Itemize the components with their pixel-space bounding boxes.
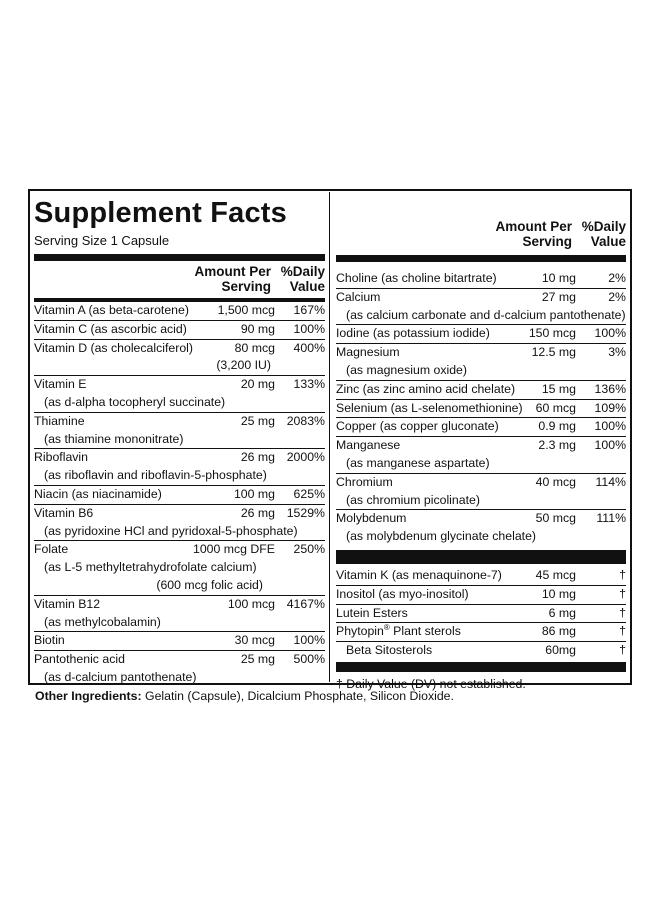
nutrient-row — [34, 651, 325, 687]
nutrient-name — [34, 596, 228, 614]
nutrient-daily-value: 250% — [293, 542, 325, 557]
nutrient-amount: 40 mcg — [535, 474, 576, 489]
nutrient-amount: 6 mg — [548, 605, 576, 620]
nutrient-name-text: Iodine (as potassium iodide) — [336, 326, 490, 341]
nutrient-line — [336, 381, 626, 399]
nutrient-row — [34, 321, 325, 340]
other-ingredients-text: Gelatin (Capsule), Dicalcium Phosphate, Silicon Dioxide. — [141, 689, 454, 703]
nutrient-name-text: Riboflavin — [34, 450, 88, 465]
nutrient-row — [34, 302, 325, 321]
nutrient-name-text: Beta Sitosterols — [346, 643, 433, 658]
other-ingredients-label: Other Ingredients: — [35, 689, 142, 703]
nutrient-daily-value: 133% — [293, 377, 325, 392]
nutrient-daily-value: 625% — [293, 486, 325, 501]
nutrient-source: (as manganese aspartate) — [346, 455, 490, 470]
amount-header-1: Amount Per — [495, 219, 572, 234]
nutrient-row — [336, 400, 626, 419]
column-header — [336, 219, 626, 249]
nutrient-line — [34, 321, 325, 339]
nutrient-daily-value: † — [619, 605, 626, 620]
amount-header-2: Serving — [221, 279, 271, 294]
nutrient-daily-value: 400% — [293, 340, 325, 355]
registered-mark: ® — [383, 623, 390, 633]
nutrient-row — [336, 567, 626, 586]
nutrient-name — [34, 340, 235, 358]
nutrient-row — [336, 605, 626, 624]
nutrient-amount: 100 mg — [233, 486, 275, 501]
nutrient-name-text: Manganese — [336, 438, 401, 453]
nutrient-row — [336, 344, 626, 381]
nutrient-name — [34, 449, 241, 467]
dv-header-1: %Daily — [280, 264, 325, 279]
thick-rule — [34, 254, 325, 261]
nutrient-line — [34, 505, 325, 523]
nutrient-name-text: Pantothenic acid — [34, 652, 125, 667]
nutrient-line — [336, 623, 626, 641]
nutrient-daily-value: 100% — [594, 438, 626, 453]
nutrient-daily-value: † — [619, 624, 626, 639]
nutrient-daily-value: 111% — [596, 511, 626, 526]
nutrient-name — [336, 437, 538, 455]
left-column — [34, 192, 325, 687]
nutrient-name — [34, 505, 241, 523]
nutrient-line — [34, 376, 325, 394]
nutrient-source: (as L-5 methyltetrahydrofolate calcium) — [44, 560, 257, 575]
nutrient-daily-value: † — [619, 643, 626, 658]
nutrient-name-text: Magnesium — [336, 345, 400, 360]
nutrient-name — [336, 270, 542, 288]
left-nutrient-list — [34, 302, 325, 687]
nutrient-daily-value: 114% — [595, 474, 626, 489]
nutrient-daily-value: 109% — [594, 400, 626, 415]
other-ingredient-list — [336, 567, 626, 660]
nutrient-name-text: Inositol (as myo-inositol) — [336, 586, 469, 601]
nutrient-amount: 10 mg — [541, 271, 576, 285]
right-nutrient-list — [336, 270, 626, 546]
nutrient-line — [34, 541, 325, 559]
nutrient-source: (as magnesium oxide) — [346, 362, 467, 377]
nutrient-extra: (3,200 IU) — [216, 358, 271, 373]
nutrient-name-text: Biotin — [34, 633, 65, 648]
nutrient-name-text: Vitamin K (as menaquinone-7) — [336, 567, 502, 582]
nutrient-name — [34, 632, 235, 650]
nutrient-name — [336, 381, 542, 399]
nutrient-name — [34, 486, 234, 504]
nutrient-name — [34, 541, 193, 559]
amount-header-1: Amount Per — [194, 264, 271, 279]
nutrient-name-text: Chromium — [336, 474, 393, 489]
nutrient-extra: (600 mcg folic acid) — [156, 577, 263, 592]
nutrient-line — [336, 418, 626, 436]
nutrient-name-text: Molybdenum — [336, 511, 407, 526]
panel-title: Supplement Facts — [34, 197, 287, 229]
nutrient-source: (as molybdenum glycinate chelate) — [346, 529, 537, 544]
dv-header-2: Value — [590, 234, 626, 249]
nutrient-name — [34, 321, 241, 339]
nutrient-row — [34, 340, 325, 377]
nutrient-line — [336, 586, 626, 604]
nutrient-amount: 60 mcg — [535, 400, 576, 415]
nutrient-line — [336, 270, 626, 288]
nutrient-name — [336, 474, 536, 492]
nutrient-amount: 80 mcg — [234, 340, 275, 355]
column-header — [34, 264, 325, 294]
serving-size: Serving Size 1 Capsule — [34, 233, 170, 248]
nutrient-row — [34, 449, 325, 486]
nutrient-name — [336, 325, 529, 343]
nutrient-line — [34, 486, 325, 504]
nutrient-name — [336, 605, 549, 623]
nutrient-daily-value: † — [619, 586, 626, 601]
nutrient-line — [336, 605, 626, 623]
nutrient-line — [336, 474, 626, 492]
nutrient-amount: 90 mg — [240, 321, 275, 336]
nutrient-name-text: Vitamin E — [34, 377, 87, 392]
nutrient-name — [336, 586, 542, 604]
nutrient-row — [336, 642, 626, 660]
nutrient-name — [336, 289, 542, 307]
thick-rule — [336, 255, 626, 262]
nutrient-daily-value: 136% — [594, 381, 626, 396]
nutrient-source: (as calcium carbonate and d-calcium pantothenate) — [346, 307, 626, 322]
nutrient-row — [34, 486, 325, 505]
nutrient-row — [336, 289, 626, 326]
nutrient-row — [336, 418, 626, 437]
nutrient-line — [336, 289, 626, 307]
nutrient-row — [336, 381, 626, 400]
nutrient-name-text: Selenium (as L-selenomethionine) — [336, 400, 523, 415]
nutrient-line — [34, 632, 325, 650]
nutrient-name-text: Vitamin B6 — [34, 505, 94, 520]
nutrient-name — [336, 642, 545, 660]
nutrient-amount: 26 mg — [240, 505, 275, 520]
nutrient-daily-value: 2% — [608, 271, 626, 285]
nutrient-daily-value: 4167% — [286, 596, 325, 611]
nutrient-daily-value: 167% — [293, 303, 325, 317]
nutrient-amount: 12.5 mg — [531, 345, 576, 360]
nutrient-name — [336, 400, 536, 418]
nutrient-amount: 25 mg — [240, 413, 275, 428]
nutrient-source: (as methylcobalamin) — [44, 614, 161, 629]
nutrient-line — [34, 596, 325, 614]
nutrient-source: (as d-calcium pantothenate) — [44, 669, 197, 684]
nutrient-line — [336, 642, 626, 660]
nutrient-line — [336, 325, 626, 343]
nutrient-source: (as thiamine mononitrate) — [44, 431, 184, 446]
nutrient-amount: 25 mg — [240, 652, 275, 667]
nutrient-row — [34, 376, 325, 413]
column-divider — [329, 192, 330, 682]
nutrient-daily-value: 2% — [608, 289, 626, 304]
nutrient-line — [336, 400, 626, 418]
nutrient-amount: 60mg — [545, 643, 576, 658]
nutrient-row — [336, 437, 626, 474]
nutrient-row — [336, 270, 626, 289]
nutrient-amount: 50 mcg — [535, 511, 576, 526]
nutrient-daily-value: 500% — [293, 652, 325, 667]
amount-header-2: Serving — [522, 234, 572, 249]
nutrient-row — [336, 510, 626, 546]
nutrient-daily-value: 100% — [293, 321, 325, 336]
nutrient-name-text: Folate — [34, 542, 69, 557]
nutrient-line — [336, 344, 626, 362]
nutrient-amount: 15 mg — [541, 381, 576, 396]
nutrient-source: (as d-alpha tocopheryl succinate) — [44, 394, 226, 409]
nutrient-row — [34, 413, 325, 450]
nutrient-daily-value: 100% — [594, 326, 626, 341]
nutrient-name — [34, 651, 241, 669]
other-ingredients — [35, 689, 454, 703]
dv-header-2: Value — [289, 279, 325, 294]
nutrient-name-text: Vitamin A (as beta-carotene) — [34, 303, 189, 317]
nutrient-name — [34, 376, 241, 394]
nutrient-daily-value: 100% — [293, 633, 325, 648]
nutrient-name-text: Vitamin B12 — [34, 596, 101, 611]
nutrient-line — [34, 340, 325, 358]
nutrient-line — [34, 651, 325, 669]
nutrient-daily-value: 2000% — [286, 450, 325, 465]
nutrient-amount: 0.9 mg — [538, 419, 576, 434]
nutrient-amount: 86 mg — [541, 624, 576, 639]
dv-header-1: %Daily — [581, 219, 626, 234]
nutrient-daily-value: † — [619, 567, 626, 582]
nutrient-amount: 27 mg — [541, 289, 576, 304]
nutrient-row — [336, 623, 626, 642]
nutrient-row — [34, 596, 325, 633]
nutrient-amount: 45 mcg — [535, 567, 576, 582]
nutrient-source: (as riboflavin and riboflavin-5-phosphate) — [44, 468, 267, 483]
nutrient-line — [336, 510, 626, 528]
nutrient-name — [34, 302, 218, 320]
nutrient-daily-value: 2083% — [286, 413, 325, 428]
nutrient-line — [336, 567, 626, 585]
nutrient-daily-value: 100% — [594, 419, 626, 434]
nutrient-amount: 1,500 mcg — [217, 303, 275, 317]
nutrient-line — [34, 449, 325, 467]
nutrient-source: (as chromium picolinate) — [346, 492, 480, 507]
nutrient-name-text: Niacin (as niacinamide) — [34, 486, 162, 501]
nutrient-daily-value: 3% — [608, 345, 626, 360]
nutrient-amount: 2.3 mg — [538, 438, 576, 453]
nutrient-amount: 20 mg — [240, 377, 275, 392]
nutrient-row — [34, 505, 325, 542]
nutrient-row — [336, 325, 626, 344]
nutrient-amount: 100 mcg — [227, 596, 275, 611]
nutrient-name — [336, 344, 532, 362]
nutrient-row — [336, 474, 626, 511]
nutrient-amount: 1000 mcg DFE — [192, 542, 275, 557]
right-column — [336, 192, 626, 693]
nutrient-name-text: Calcium — [336, 289, 381, 304]
nutrient-row — [336, 586, 626, 605]
nutrient-name — [336, 623, 542, 641]
nutrient-amount: 150 mcg — [528, 326, 576, 341]
nutrient-line — [34, 413, 325, 431]
nutrient-line — [336, 437, 626, 455]
nutrient-name-text: Zinc (as zinc amino acid chelate) — [336, 381, 516, 396]
nutrient-name-text: Copper (as copper gluconate) — [336, 419, 499, 434]
nutrient-name-text: Vitamin C (as ascorbic acid) — [34, 321, 187, 336]
nutrient-daily-value: 1529% — [286, 505, 325, 520]
nutrient-row — [34, 632, 325, 651]
nutrient-name — [34, 413, 241, 431]
nutrient-name — [336, 567, 536, 585]
nutrient-source: (as pyridoxine HCl and pyridoxal-5-phosphate) — [44, 523, 298, 538]
block-rule — [336, 550, 626, 564]
nutrient-name — [336, 418, 538, 436]
nutrient-line — [34, 302, 325, 320]
nutrient-name — [336, 510, 536, 528]
nutrient-amount: 26 mg — [240, 450, 275, 465]
dv-footnote: † Daily Value (DV) not established. — [336, 676, 526, 691]
nutrient-name-text: Choline (as choline bitartrate) — [336, 271, 497, 285]
nutrient-amount: 10 mg — [541, 586, 576, 601]
nutrient-amount: 30 mcg — [234, 633, 275, 648]
nutrient-name-text: Lutein Esters — [336, 605, 408, 620]
nutrient-row — [34, 541, 325, 595]
nutrient-name-text: Thiamine — [34, 413, 85, 428]
nutrient-name-rest: Plant sterols — [389, 624, 461, 639]
nutrient-name-text: Phytopin — [336, 624, 384, 639]
block-rule-bottom — [336, 662, 626, 672]
nutrient-name-text: Vitamin D (as cholecalciferol) — [34, 340, 194, 355]
